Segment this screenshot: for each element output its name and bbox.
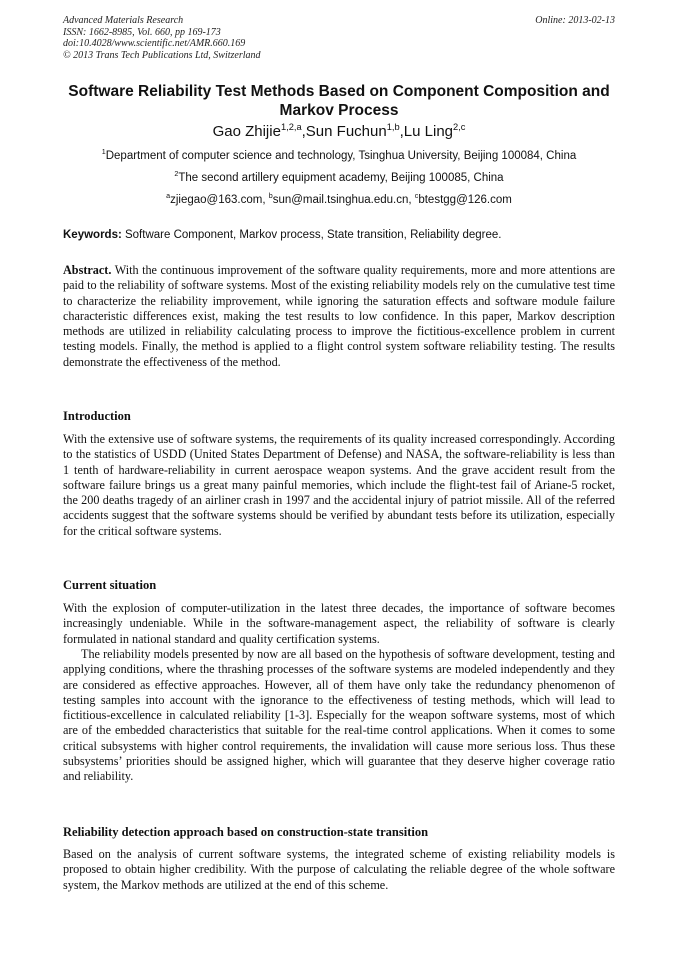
author-separator: ,: [399, 123, 404, 140]
paper-title: Software Reliability Test Methods Based on Component Composition and Markov Process: [68, 83, 610, 119]
section-heading-reliability-detection: Reliability detection approach based on construction-state transition: [63, 825, 429, 839]
abstract: [63, 263, 615, 370]
affiliation: [63, 171, 615, 186]
current-situation-paragraph-2: The reliability models presented by now are all based on the hypothesis of software development, testing and applying conditions, where the thrashing processes of the software systems are modeled independently and they are considered as effective approaches. However, all of them have only take the redundancy phenomenon of testing samples into account with the ignorance to the effectiveness of testing methods, which will lead to fictitious-excellence in calculated reliability [1-3]. Especially for the weapon software systems, most of which are of the embedded characteristics that suitable for the real-time control applications. When it comes to some critical subsystems with higher control requirements, the invalidation will cause more serious loss. Thus these subsystems’ priorities should be assigned higher, which will guarantee that they deserve higher coverage ratio and reliability.: [63, 647, 615, 784]
author-name: Lu Ling: [403, 123, 454, 140]
email-marker: b: [268, 192, 273, 201]
introduction-paragraph: With the extensive use of software systems, the requirements of its quality increased correspondingly. According to the statistics of USDD (United States Department of Defense) and NASA, the software-reliability is less than 1 tenth of hardware-reliability in current aerospace weapon systems. And the grave accident result from the software failure brings us a great many painful memories, which include the flight-test fail of Ariane-5 rocket, the 200 deaths tragedy of an airliner crash in 1997 and the accidental injury of patriot missile. All of the referred accidents suggest that the software systems should be verified by abundant tests before its utilization, especially for the critical software systems.: [63, 432, 615, 538]
affiliation-marker: 2: [174, 170, 179, 179]
author-name: Sun Fuchun: [305, 123, 387, 140]
author-affil-marker: 2,c: [453, 122, 466, 132]
keywords: [63, 228, 615, 243]
journal-copyright: © 2013 Trans Tech Publications Ltd, Switzerland: [63, 49, 261, 61]
author-affil-marker: 1,b: [386, 122, 400, 132]
reliability-detection-paragraph: Based on the analysis of current software systems, the integrated scheme of existing reliability models is proposed to obtain higher credibility. With the purpose of calculating the reliable degree of the whole software system, the Markov methods are utilized at the end of this scheme.: [63, 847, 615, 892]
email-text: sun@mail.tsinghua.edu.cn,: [272, 194, 415, 206]
affiliation-marker: 1: [101, 148, 106, 157]
keywords-text: Software Component, Markov process, State transition, Reliability degree.: [121, 229, 502, 241]
email-marker: a: [166, 192, 171, 201]
abstract-label: Abstract.: [63, 263, 112, 277]
keywords-label: Keywords:: [63, 229, 122, 241]
affiliation-text: The second artillery equipment academy, Beijing 100085, China: [178, 172, 504, 184]
journal-name: Advanced Materials Research: [63, 15, 184, 26]
email-marker: c: [414, 192, 419, 201]
affiliation: [63, 149, 615, 164]
email-text: zjiegao@163.com,: [170, 194, 269, 206]
abstract-text: With the continuous improvement of the software quality requirements, more and more attentions are paid to the reliability of software systems. Most of the existing reliability models rely on the cumulative test time to characterize the reliability improvement, while ignoring the saturation effects and software module failure characteristic differences exist, making the test results to low confidence. In this paper, Markov description methods are utilized in reliability calculating process to improve the fictitious-excellence problem in current testing models. Finally, the method is applied to a flight control system software reliability testing. The results demonstrate the effectiveness of the method.: [63, 263, 615, 369]
email-text: btestgg@126.com: [418, 194, 512, 206]
journal-header: [63, 15, 615, 61]
author-name: Gao Zhijie: [212, 123, 281, 140]
journal-issn: ISSN: 1662-8985, Vol. 660, pp 169-173: [63, 26, 221, 38]
section-heading-current-situation: Current situation: [63, 578, 157, 592]
current-situation-paragraph-1: With the explosion of computer-utilization in the latest three decades, the importance of software becomes increasingly undeniable. While in the software-management aspect, the reliability of software is clearly formulated in national standard and quality certification systems.: [63, 601, 615, 646]
author-affil-marker: 1,2,a: [280, 122, 302, 132]
author-list: [63, 122, 615, 142]
author-emails: [63, 193, 615, 208]
section-heading-introduction: Introduction: [63, 409, 131, 423]
online-date: Online: 2013-02-13: [535, 15, 615, 26]
author-separator: ,: [301, 123, 306, 140]
journal-doi: doi:10.4028/www.scientific.net/AMR.660.169: [63, 38, 246, 49]
affiliation-text: Department of computer science and technology, Tsinghua University, Beijing 100084, China: [105, 150, 577, 162]
